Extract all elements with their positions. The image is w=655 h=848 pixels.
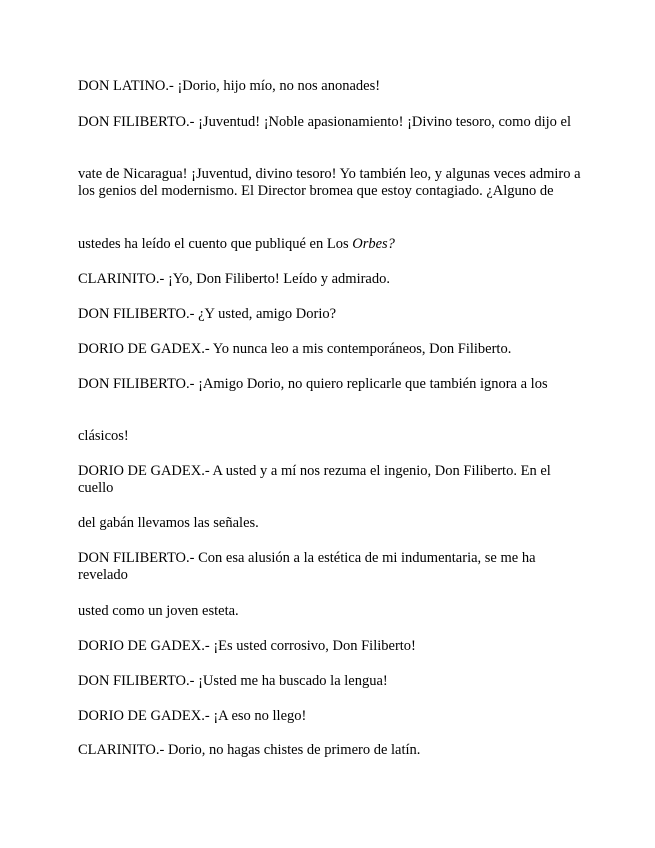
dialogue-line-dorio-4: DORIO DE GADEX.- ¡A eso no llego! — [78, 708, 307, 724]
dialogue-line-dorio-2: DORIO DE GADEX.- A usted y a mí nos rezuma el ingenio, Don Filiberto. En el cuello — [78, 463, 551, 496]
dialogue-continuation-2 — [78, 236, 583, 253]
dialogue-line-clarinito-2: CLARINITO.- Dorio, no hagas chistes de primero de latín. — [78, 742, 421, 758]
dialogue-line-don-filiberto-1: DON FILIBERTO.- ¡Juventud! ¡Noble apasionamiento! ¡Divino tesoro, como dijo el — [78, 114, 571, 130]
dialogue-continuation-4: del gabán llevamos las señales. — [78, 515, 259, 531]
dialogue-line-don-filiberto-3: DON FILIBERTO.- ¡Amigo Dorio, no quiero replicarle que también ignora a los — [78, 376, 548, 392]
dialogue-line-don-filiberto-5: DON FILIBERTO.- ¡Usted me ha buscado la lengua! — [78, 673, 388, 689]
dialogue-continuation-1: vate de Nicaragua! ¡Juventud, divino tesoro! Yo también leo, y algunas veces admiro a los genios del modernismo. El Director bromea que estoy contagiado. ¿Alguno de — [78, 166, 581, 199]
continuation-text: ustedes ha leído el cuento que publiqué en Los — [78, 236, 353, 252]
dialogue-line-don-filiberto-4: DON FILIBERTO.- Con esa alusión a la estética de mi indumentaria, se me ha revelado — [78, 550, 536, 583]
dialogue-line-dorio-1: DORIO DE GADEX.- Yo nunca leo a mis contemporáneos, Don Filiberto. — [78, 341, 512, 357]
dialogue-line-don-filiberto-2: DON FILIBERTO.- ¿Y usted, amigo Dorio? — [78, 306, 337, 322]
dialogue-continuation-5: usted como un joven esteta. — [78, 603, 239, 619]
dialogue-line-don-latino: DON LATINO.- ¡Dorio, hijo mío, no nos anonades! — [78, 78, 381, 94]
book-title-orbes: Orbes? — [352, 236, 395, 252]
dialogue-line-clarinito-1: CLARINITO.- ¡Yo, Don Filiberto! Leído y admirado. — [78, 271, 390, 287]
dialogue-line-dorio-3: DORIO DE GADEX.- ¡Es usted corrosivo, Don Filiberto! — [78, 638, 416, 654]
dialogue-continuation-3: clásicos! — [78, 428, 129, 444]
